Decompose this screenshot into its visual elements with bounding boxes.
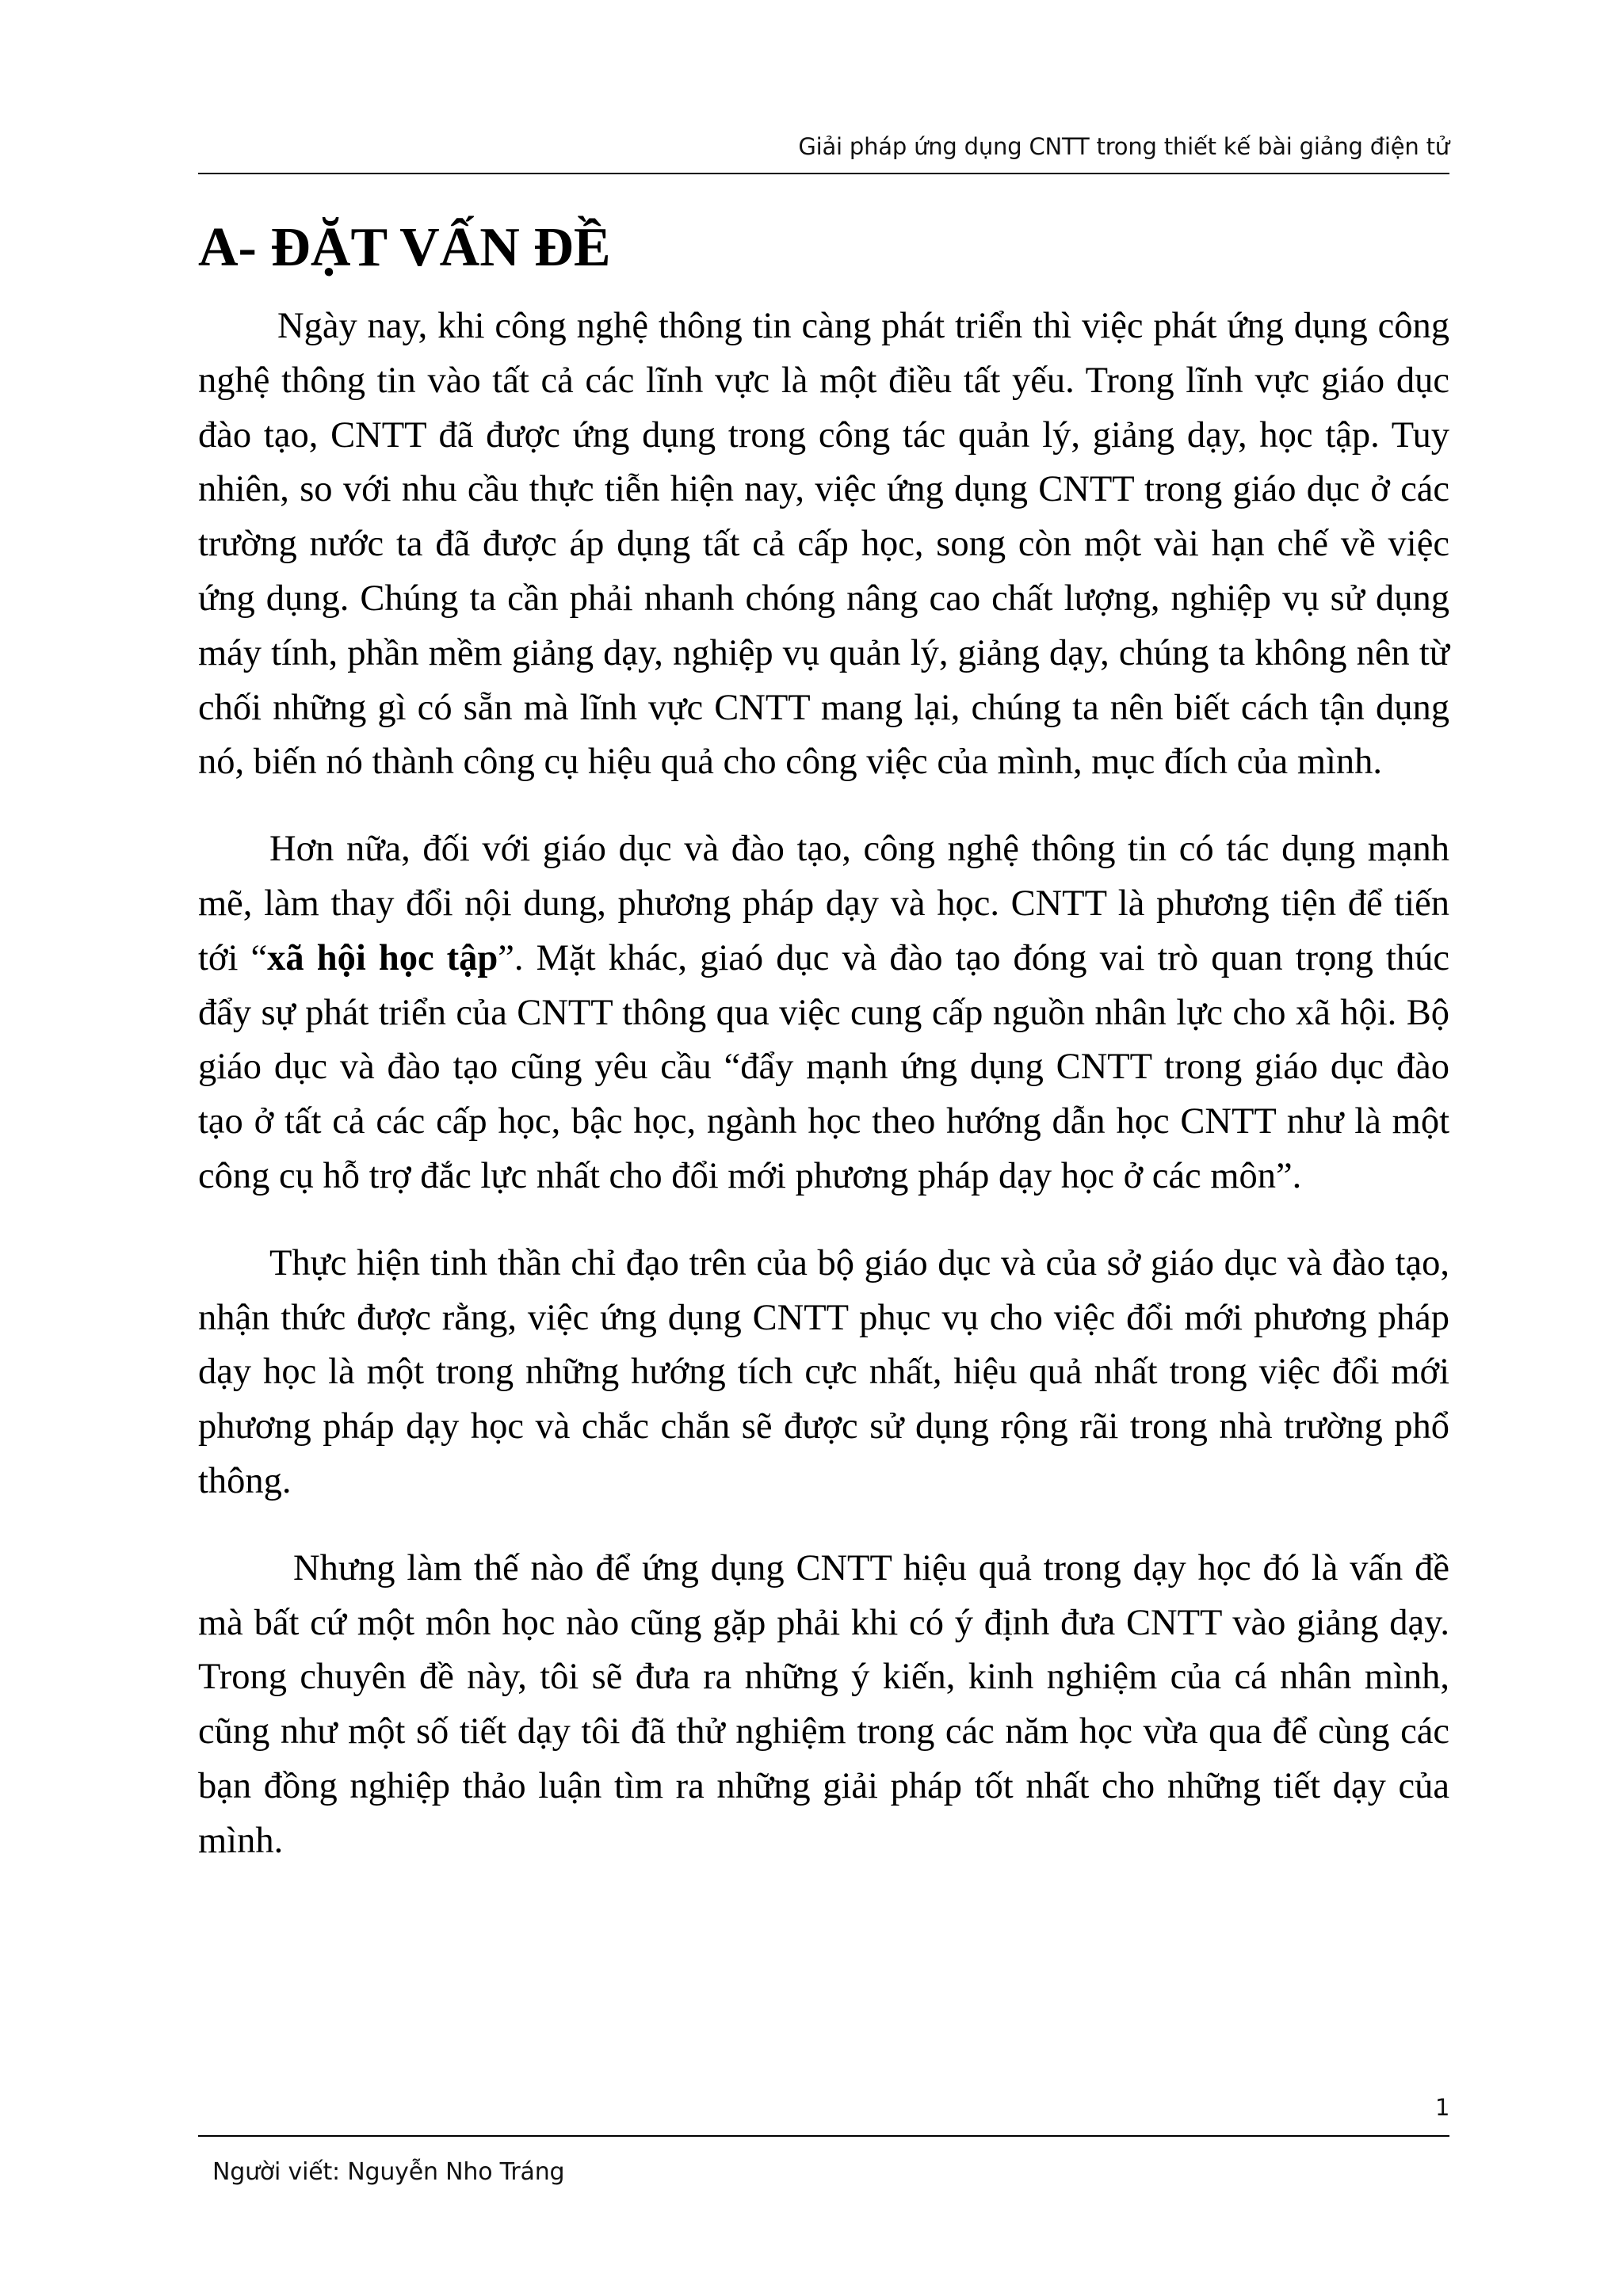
- running-header: Giải pháp ứng dụng CNTT trong thiết kế bài giảng điện tử: [798, 133, 1449, 160]
- header-divider: [198, 173, 1449, 174]
- section-title: A- ĐẶT VẤN ĐỀ: [198, 217, 611, 278]
- body-text: [198, 299, 1449, 1901]
- paragraph-2-text-b: ”. Mặt khác, giaó dục và đào tạo đóng vai trò quan trọng thúc đẩy sự phát triển của CNTT thông qua việc cung cấp nguồn nhân lực cho xã hội. Bộ giáo dục và đào tạo cũng yêu cầu “đẩy mạnh ứng dụng CNTT trong giáo dục đào tạo ở tất cả các cấp học, bậc học, ngành học theo hướng dẫn học CNTT như là một công cụ hỗ trợ đắc lực nhất cho đổi mới phương pháp dạy học ở các môn”.: [198, 937, 1449, 1196]
- page-number: 1: [1435, 2094, 1450, 2121]
- author-footer: Người viết: Nguyễn Nho Tráng: [212, 2158, 565, 2186]
- paragraph-2-text-a: Hơn nữa, đối với giáo dục và đào tạo, công nghệ thông tin có tác dụng mạnh mẽ, làm thay đổi nội dung, phương pháp dạy và học. CNTT là phương tiện để tiến tới “: [198, 829, 1449, 978]
- emphasis-learning-society: xã hội học tập: [267, 937, 498, 978]
- paragraph-1: Ngày nay, khi công nghệ thông tin càng phát triển thì việc phát ứng dụng công nghệ thông tin vào tất cả các lĩnh vực là một điều tất yếu. Trong lĩnh vực giáo dục đào tạo, CNTT đã được ứng dụng trong công tác quản lý, giảng dạy, học tập. Tuy nhiên, so với nhu cầu thực tiễn hiện nay, việc ứng dụng CNTT trong giáo dục ở các trường nước ta đã được áp dụng tất cả cấp học, song còn một vài hạn chế về việc ứng dụng. Chúng ta cần phải nhanh chóng nâng cao chất lượng, nghiệp vụ sử dụng máy tính, phần mềm giảng dạy, nghiệp vụ quản lý, giảng dạy, chúng ta không nên từ chối những gì có sẵn mà lĩnh vực CNTT mang lại, chúng ta nên biết cách tận dụng nó, biến nó thành công cụ hiệu quả cho công việc của mình, mục đích của mình.: [198, 306, 1449, 783]
- paragraph-2: [198, 822, 1449, 1204]
- paragraph-4: Nhưng làm thế nào để ứng dụng CNTT hiệu quả trong dạy học đó là vấn đề mà bất cứ một môn học nào cũng gặp phải khi có ý định đưa CNTT vào giảng dạy. Trong chuyên đề này, tôi sẽ đưa ra những ý kiến, kinh nghiệm của cá nhân mình, cũng như một số tiết dạy tôi đã thử nghiệm trong các năm học vừa qua để cùng các bạn đồng nghiệp thảo luận tìm ra những giải pháp tốt nhất cho những tiết dạy của mình.: [198, 1547, 1449, 1861]
- paragraph-3: Thực hiện tinh thần chỉ đạo trên của bộ giáo dục và của sở giáo dục và đào tạo, nhận thức được rằng, việc ứng dụng CNTT phục vụ cho việc đổi mới phương pháp dạy học là một trong những hướng tích cực nhất, hiệu quả nhất trong việc đổi mới phương pháp dạy học và chắc chắn sẽ được sử dụng rộng rãi trong nhà trường phổ thông.: [198, 1242, 1449, 1501]
- footer-divider: [198, 2135, 1449, 2137]
